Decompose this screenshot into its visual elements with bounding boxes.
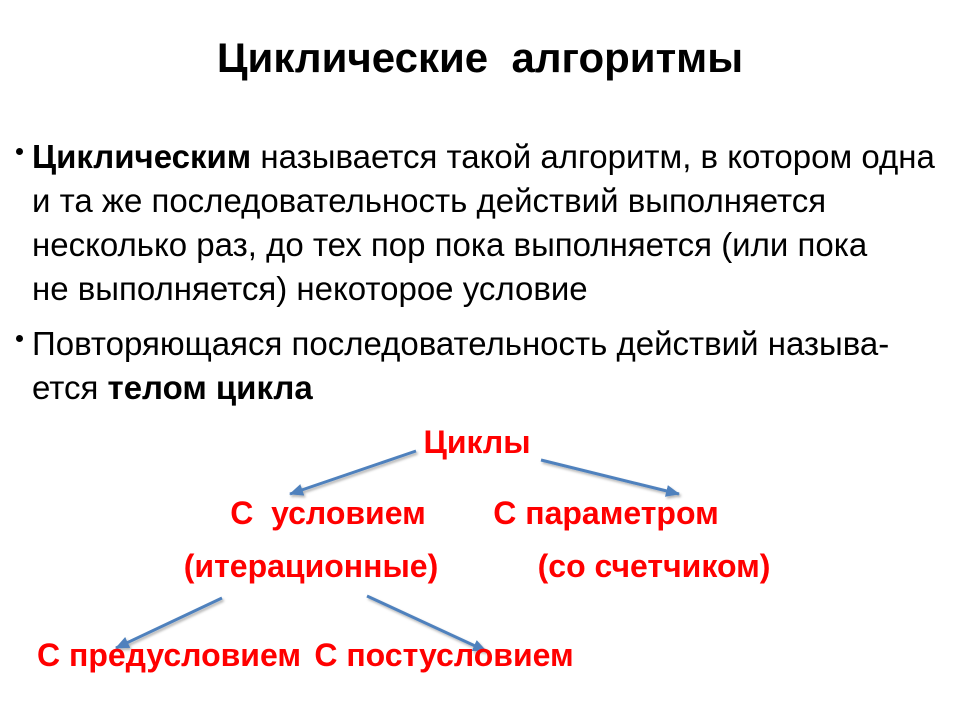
bullet-line-text: не выполняется) некоторое условие <box>32 270 588 307</box>
diagram-note-counter: (со счетчиком) <box>537 548 771 584</box>
bold-term: Циклическим <box>32 138 252 175</box>
diagram-node-conditional: С условием <box>230 495 426 531</box>
arrow-cycles-to-conditional <box>290 451 416 494</box>
arrow-cycles-to-parameter <box>541 460 679 494</box>
bold-term: телом цикла <box>107 369 313 406</box>
bullet-line-text: называется такой алгоритм, в котором одна <box>251 138 935 175</box>
slide-title: Циклические алгоритмы <box>216 34 744 81</box>
diagram-node-parameter: С параметром <box>493 495 719 531</box>
diagram-node-postcondition: С постусловием <box>314 637 574 673</box>
bullet-line-text: ется <box>32 369 108 406</box>
bullet-line-text: и та же последовательность действий выполняется <box>32 182 827 219</box>
bullet-line-text: Повторяющаяся последовательность действий называ- <box>32 325 890 362</box>
bullet-line-text: несколько раз, до тех пор пока выполняется (или пока <box>32 226 868 263</box>
diagram-node-precondition: С предусловием <box>36 637 302 673</box>
diagram-note-iterative: (итерационные) <box>183 548 439 584</box>
diagram-node-cycles: Циклы <box>423 424 531 460</box>
